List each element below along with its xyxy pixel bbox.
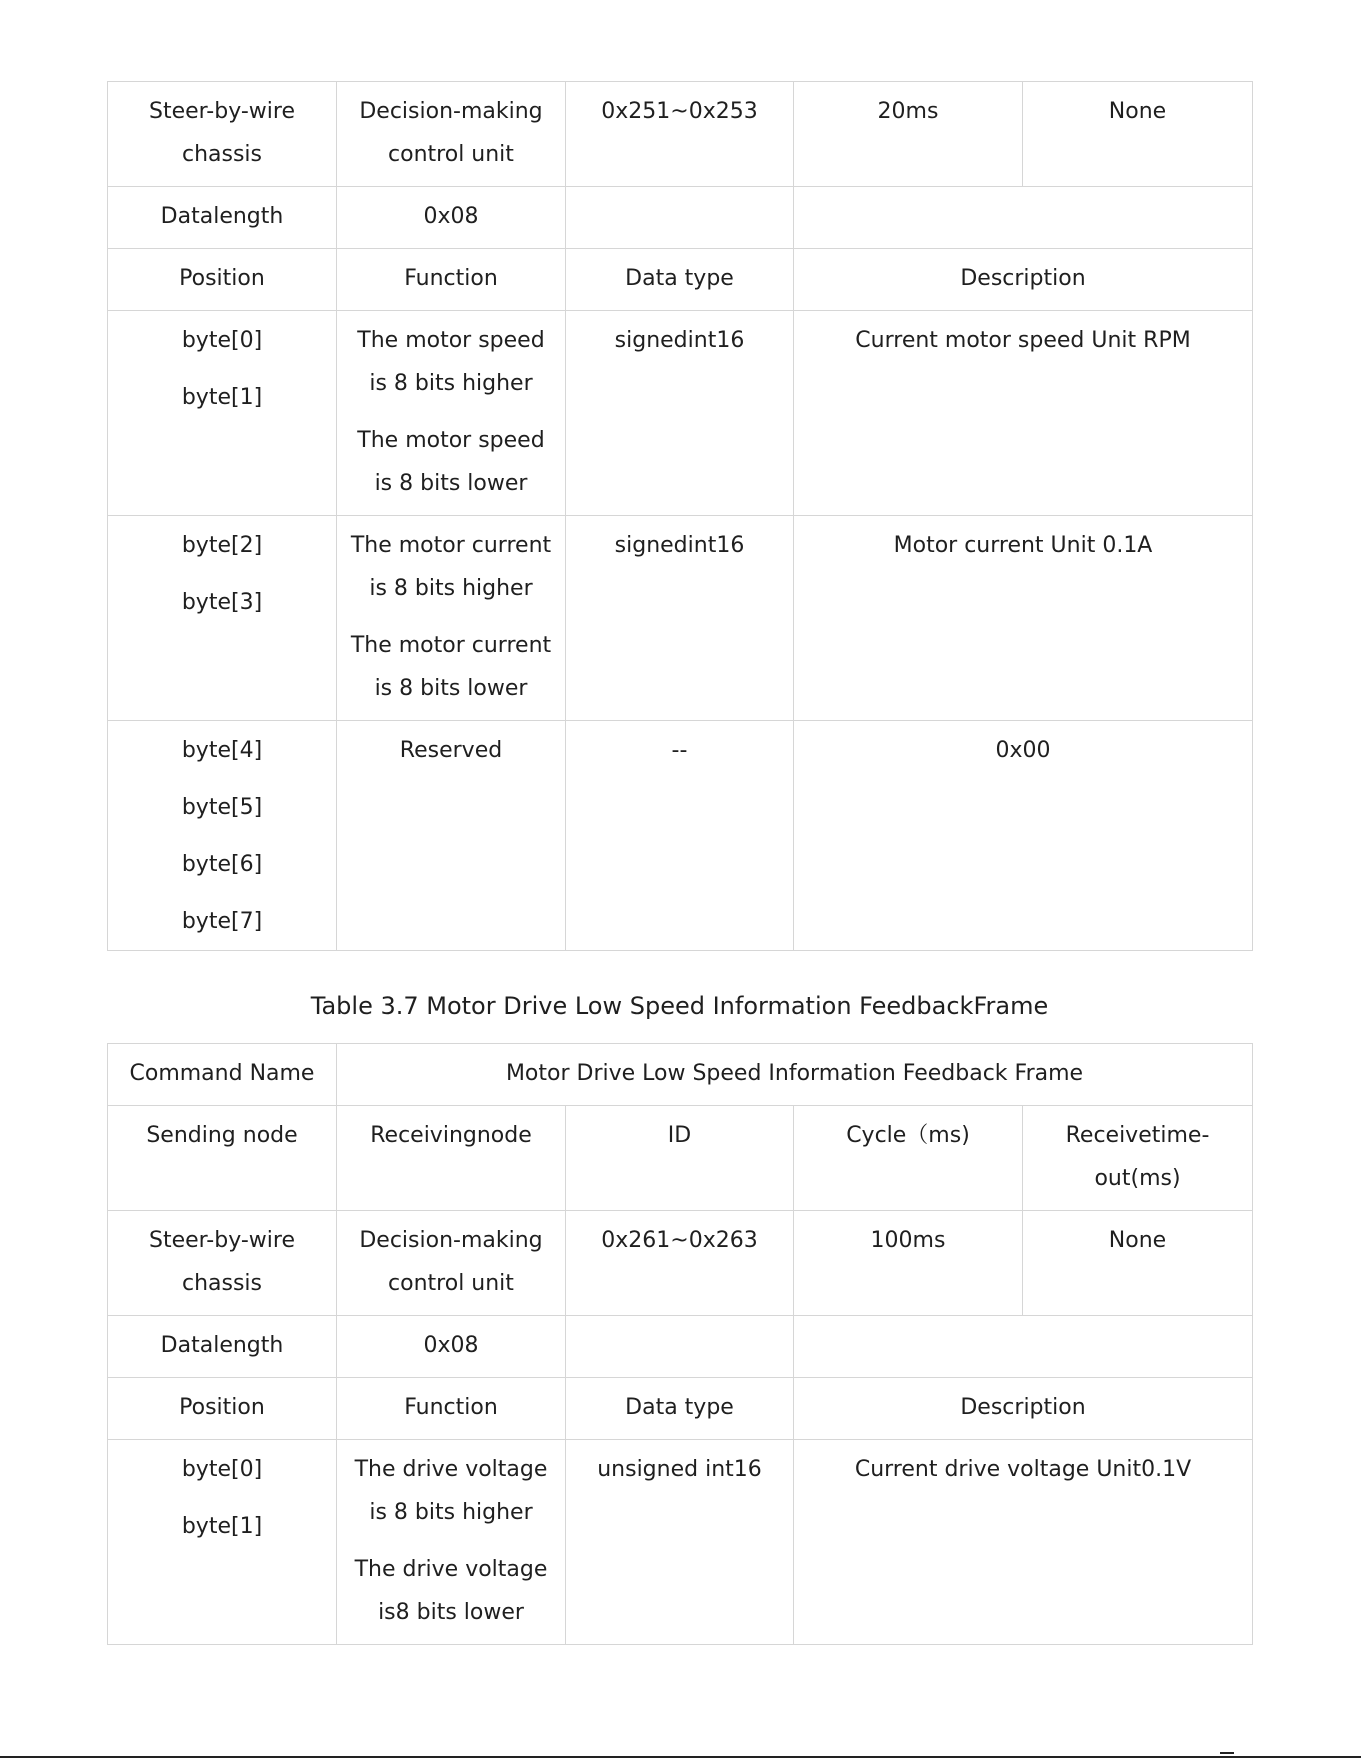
function-cell: Reserved [337, 721, 566, 951]
footer-mark [1220, 1752, 1234, 1754]
function-cell: The drive voltage is 8 bits higher The drive voltage is8 bits lower [337, 1440, 566, 1645]
position-cell: byte[2] byte[3] [108, 516, 337, 721]
column-header-receiving-node: Receivingnode [337, 1106, 566, 1211]
column-header-position: Position [108, 1378, 337, 1440]
table-row [108, 1440, 1253, 1645]
receiving-node-cell: Decision-making control unit [337, 82, 566, 187]
motor-speed-feedback-table [107, 81, 1253, 951]
position-cell: byte[4] byte[5] byte[6] byte[7] [108, 721, 337, 951]
position-cell: byte[0] byte[1] [108, 1440, 337, 1645]
data-type-cell: unsigned int16 [566, 1440, 794, 1645]
table-header-row [108, 249, 1253, 311]
description-cell: 0x00 [794, 721, 1253, 951]
column-header-data-type: Data type [566, 249, 794, 311]
table-header-row [108, 1378, 1253, 1440]
description-cell: Current motor speed Unit RPM [794, 311, 1253, 516]
empty-cell [794, 187, 1253, 249]
empty-cell [794, 1316, 1253, 1378]
cycle-cell: 20ms [794, 82, 1023, 187]
table-row [108, 1044, 1253, 1106]
column-header-description: Description [794, 1378, 1253, 1440]
command-name-value: Motor Drive Low Speed Information Feedback Frame [337, 1044, 1253, 1106]
table-row [108, 1316, 1253, 1378]
column-header-sending-node: Sending node [108, 1106, 337, 1211]
table-caption: Table 3.7 Motor Drive Low Speed Information FeedbackFrame [310, 992, 1049, 1020]
column-header-id: ID [566, 1106, 794, 1211]
table-row [108, 187, 1253, 249]
sending-node-cell: Steer-by-wire chassis [108, 1211, 337, 1316]
datalength-value: 0x08 [337, 187, 566, 249]
timeout-cell: None [1023, 1211, 1253, 1316]
receiving-node-cell: Decision-making control unit [337, 1211, 566, 1316]
column-header-description: Description [794, 249, 1253, 311]
id-cell: 0x261~0x263 [566, 1211, 794, 1316]
data-type-cell: signedint16 [566, 516, 794, 721]
empty-cell [566, 187, 794, 249]
table-row [108, 721, 1253, 951]
position-cell: byte[0] byte[1] [108, 311, 337, 516]
empty-cell [566, 1316, 794, 1378]
cycle-cell: 100ms [794, 1211, 1023, 1316]
description-cell: Current drive voltage Unit0.1V [794, 1440, 1253, 1645]
column-header-position: Position [108, 249, 337, 311]
data-type-cell: -- [566, 721, 794, 951]
footer-rule [0, 1756, 1361, 1758]
table-row [108, 311, 1253, 516]
description-cell: Motor current Unit 0.1A [794, 516, 1253, 721]
column-header-data-type: Data type [566, 1378, 794, 1440]
table-row [108, 82, 1253, 187]
motor-drive-low-speed-table [107, 1043, 1253, 1645]
function-cell: The motor speed is 8 bits higher The motor speed is 8 bits lower [337, 311, 566, 516]
table-row [108, 1211, 1253, 1316]
command-name-label: Command Name [108, 1044, 337, 1106]
data-type-cell: signedint16 [566, 311, 794, 516]
column-header-function: Function [337, 249, 566, 311]
table-row [108, 516, 1253, 721]
table-header-row [108, 1106, 1253, 1211]
column-header-cycle: Cycle（ms) [794, 1106, 1023, 1211]
column-header-timeout: Receivetime- out(ms) [1023, 1106, 1253, 1211]
function-cell: The motor current is 8 bits higher The motor current is 8 bits lower [337, 516, 566, 721]
datalength-value: 0x08 [337, 1316, 566, 1378]
column-header-function: Function [337, 1378, 566, 1440]
id-cell: 0x251~0x253 [566, 82, 794, 187]
datalength-label: Datalength [108, 1316, 337, 1378]
timeout-cell: None [1023, 82, 1253, 187]
datalength-label: Datalength [108, 187, 337, 249]
sending-node-cell: Steer-by-wire chassis [108, 82, 337, 187]
